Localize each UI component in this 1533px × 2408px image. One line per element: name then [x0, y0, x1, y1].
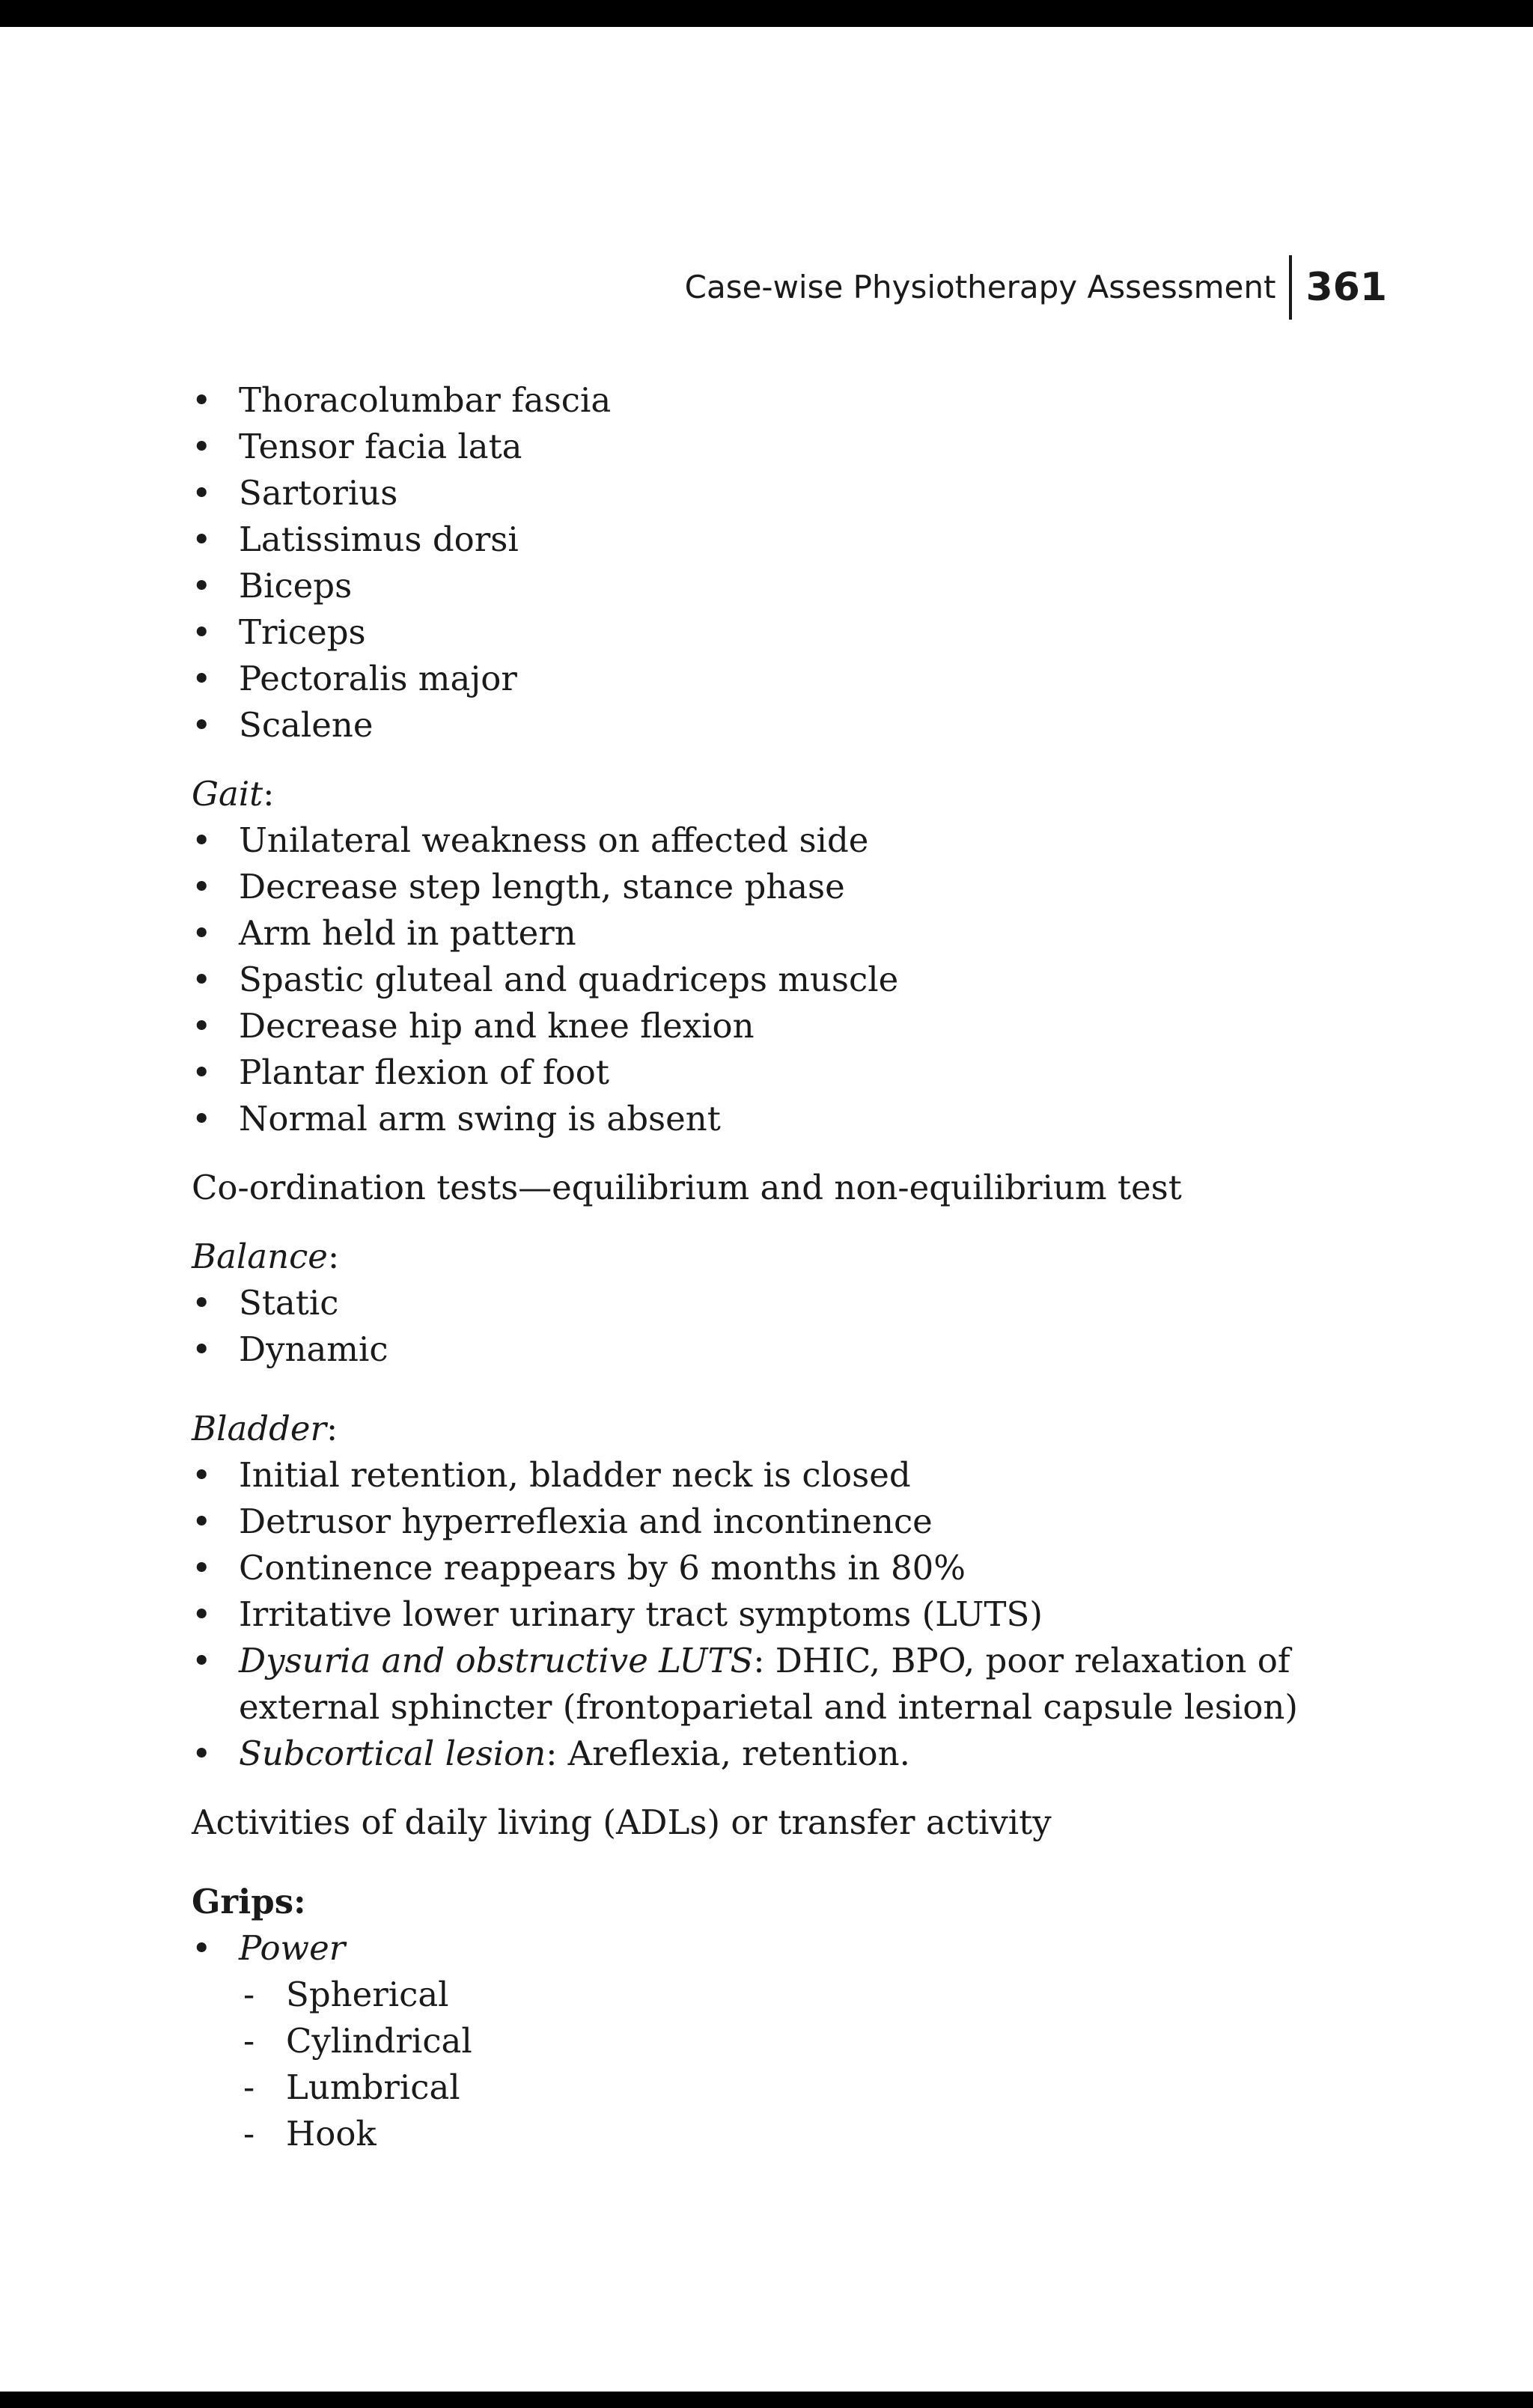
balance-heading: [192, 1234, 1389, 1280]
list-item: • Pectoralis major: [192, 656, 1389, 702]
list-item: • Decrease step length, stance phase: [192, 864, 1389, 910]
book-page: [0, 27, 1533, 2392]
list-item: • Detrusor hyperreflexia and incontinence: [192, 1499, 1389, 1545]
list-item: • Decrease hip and knee flexion: [192, 1003, 1389, 1049]
list-item: • Irritative lower urinary tract symptoms (LUTS): [192, 1591, 1389, 1638]
grips-list: [192, 1925, 1389, 2157]
list-item: • Tensor facia lata: [192, 424, 1389, 470]
list-item: • Unilateral weakness on affected side: [192, 817, 1389, 864]
list-item: • Scalene: [192, 702, 1389, 749]
muscle-list: [192, 377, 1389, 749]
sub-list-item: - Cylindrical: [239, 2018, 1389, 2064]
sub-list-item: - Hook: [239, 2111, 1389, 2157]
list-item: [192, 1638, 1389, 1731]
list-item: • Arm held in pattern: [192, 910, 1389, 957]
list-item: • Plantar flexion of foot: [192, 1049, 1389, 1096]
gait-heading-colon: :: [263, 774, 275, 814]
dysuria-term: Dysuria and obstructive LUTS: [239, 1641, 754, 1680]
power-grip-list: [239, 1972, 1389, 2157]
page-content: [192, 377, 1389, 2157]
list-item: • Static: [192, 1280, 1389, 1326]
page-number: 361: [1305, 265, 1387, 310]
running-title: Case-wise Physiotherapy Assessment: [684, 269, 1276, 305]
coordination-line: Co-ordination tests—equilibrium and non-equilibrium test: [192, 1168, 1182, 1207]
list-item: • Triceps: [192, 609, 1389, 656]
bladder-heading-text: Bladder: [192, 1409, 327, 1448]
bladder-heading: [192, 1406, 1389, 1452]
list-item: • Sartorius: [192, 470, 1389, 516]
grips-heading: Grips:: [192, 1882, 306, 1921]
gait-list: [192, 817, 1389, 1142]
gait-heading-text: Gait: [192, 774, 263, 814]
list-item: • Latissimus dorsi: [192, 516, 1389, 563]
balance-list: [192, 1280, 1389, 1373]
list-item: • Normal arm swing is absent: [192, 1096, 1389, 1142]
top-border: [0, 0, 1533, 27]
bladder-heading-colon: :: [326, 1409, 338, 1448]
balance-heading-colon: :: [327, 1237, 340, 1276]
list-item: • Continence reappears by 6 months in 80%: [192, 1545, 1389, 1591]
list-item: [192, 1925, 1389, 2157]
subcortical-term: Subcortical lesion: [239, 1734, 546, 1773]
list-item: • Spastic gluteal and quadriceps muscle: [192, 957, 1389, 1003]
subcortical-text: : Areflexia, retention.: [546, 1734, 910, 1773]
list-item: • Thoracolumbar fascia: [192, 377, 1389, 424]
list-item: • Initial retention, bladder neck is closed: [192, 1452, 1389, 1499]
sub-list-item: - Lumbrical: [239, 2064, 1389, 2111]
list-item: • Dynamic: [192, 1326, 1389, 1373]
power-label: Power: [239, 1928, 346, 1968]
adl-line: Activities of daily living (ADLs) or transfer activity: [192, 1802, 1052, 1842]
dysuria-text: : DHIC, BPO, poor relaxation of external sphincter (frontoparietal and internal capsule lesion): [239, 1641, 1298, 1727]
running-head: [685, 248, 1387, 327]
balance-heading-text: Balance: [192, 1237, 328, 1276]
bottom-border: [0, 2392, 1533, 2408]
bladder-list: [192, 1452, 1389, 1777]
gait-heading: [192, 771, 1389, 817]
list-item: [192, 1731, 1389, 1777]
list-item: • Biceps: [192, 563, 1389, 609]
sub-list-item: - Spherical: [239, 1972, 1389, 2018]
